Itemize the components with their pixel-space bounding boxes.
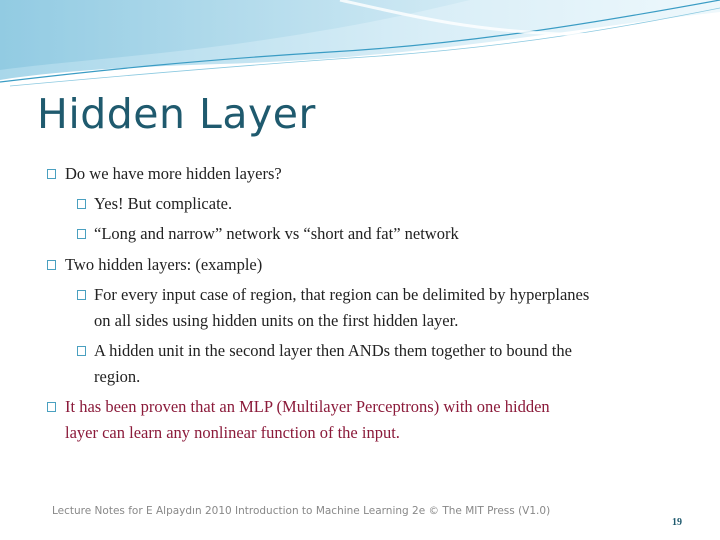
bullet-box-icon <box>47 402 56 412</box>
header-wave-decoration <box>0 0 720 90</box>
slide-title: Hidden Layer <box>37 90 316 138</box>
bullet-text: Two hidden layers: (example) <box>65 255 263 274</box>
slide-footer: Lecture Notes for E Alpaydın 2010 Introduction to Machine Learning 2e © The MIT Press (V1.0) <box>52 505 551 517</box>
highlighted-bullet-text: layer can learn any nonlinear function of the input. <box>65 423 400 442</box>
sub-bullet-text: on all sides using hidden units on the first hidden layer. <box>94 311 459 330</box>
sub-bullet-text: “Long and narrow” network vs “short and fat” network <box>94 224 459 243</box>
bullet-box-icon <box>77 290 86 300</box>
bullet-text: Do we have more hidden layers? <box>65 164 282 183</box>
highlighted-bullet-text: It has been proven that an MLP (Multilayer Perceptrons) with one hidden <box>65 397 550 416</box>
sub-bullet-text: Yes! But complicate. <box>94 194 233 213</box>
sub-bullet-text: A hidden unit in the second layer then ANDs them together to bound the <box>94 341 572 360</box>
sub-bullet-text: For every input case of region, that region can be delimited by hyperplanes <box>94 285 590 304</box>
page-number: 19 <box>672 517 682 528</box>
bullet-box-icon <box>77 346 86 356</box>
sub-bullet-text: region. <box>94 367 141 386</box>
bullet-box-icon <box>47 169 56 179</box>
bullet-box-icon <box>77 199 86 209</box>
bullet-box-icon <box>47 260 56 270</box>
bullet-box-icon <box>77 229 86 239</box>
